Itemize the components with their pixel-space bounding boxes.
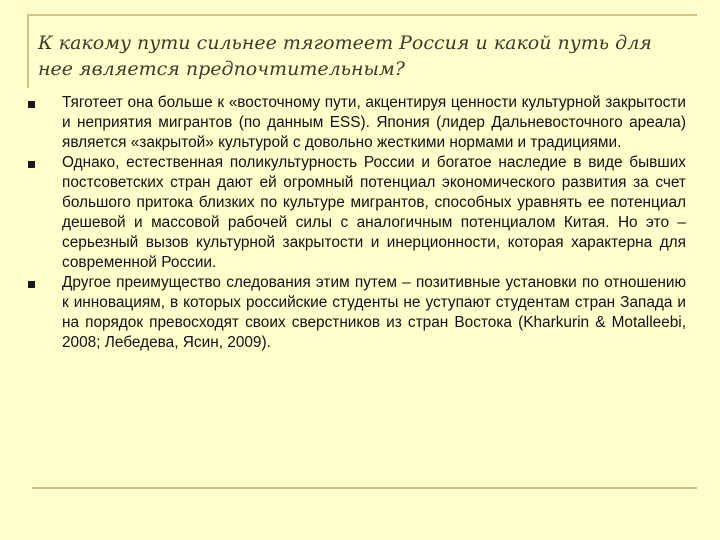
bullet-text: Однако, естественная поликультурность России и богатое наследие в виде бывших постсоветских стран дают ей огромный потенциал экономического развития за счет большого притока близких по культуре мигрантов, способных уравнять ее потенциал дешевой и массовой рабочей силы с аналогичным потенциалом Китая. Но это – серьезный вызов культурной закрытости и инерционности, которая характерна для современной России. [62, 154, 686, 271]
square-bullet-icon [28, 101, 35, 108]
bullet-list [24, 93, 686, 353]
bullet-item [24, 273, 686, 353]
top-rule [27, 14, 697, 16]
bullet-item [24, 153, 686, 273]
square-bullet-icon [28, 281, 35, 288]
bullet-item [24, 93, 686, 153]
slide-title: К какому пути сильнее тяготеет Россия и какой путь для нее является предпочтительным? [38, 32, 652, 80]
bottom-rule [32, 487, 697, 489]
square-bullet-icon [28, 161, 35, 168]
left-rule [27, 14, 29, 88]
bullet-text: Другое преимущество следования этим путем – позитивные установки по отношению к инновациям, в которых российские студенты не уступают студентам стран Запада и на порядок превосходят своих сверстников из стран Востока (Kharkurin & Motalleebi, 2008; Лебедева, Ясин, 2009). [62, 274, 686, 351]
bullet-text: Тяготеет она больше к «восточному пути, акцентируя ценности культурной закрытости и неприятия мигрантов (по данным ESS). Япония (лидер Дальневосточного ареала) является «закрытой» культурой с довольно жесткими нормами и традициями. [62, 94, 686, 151]
